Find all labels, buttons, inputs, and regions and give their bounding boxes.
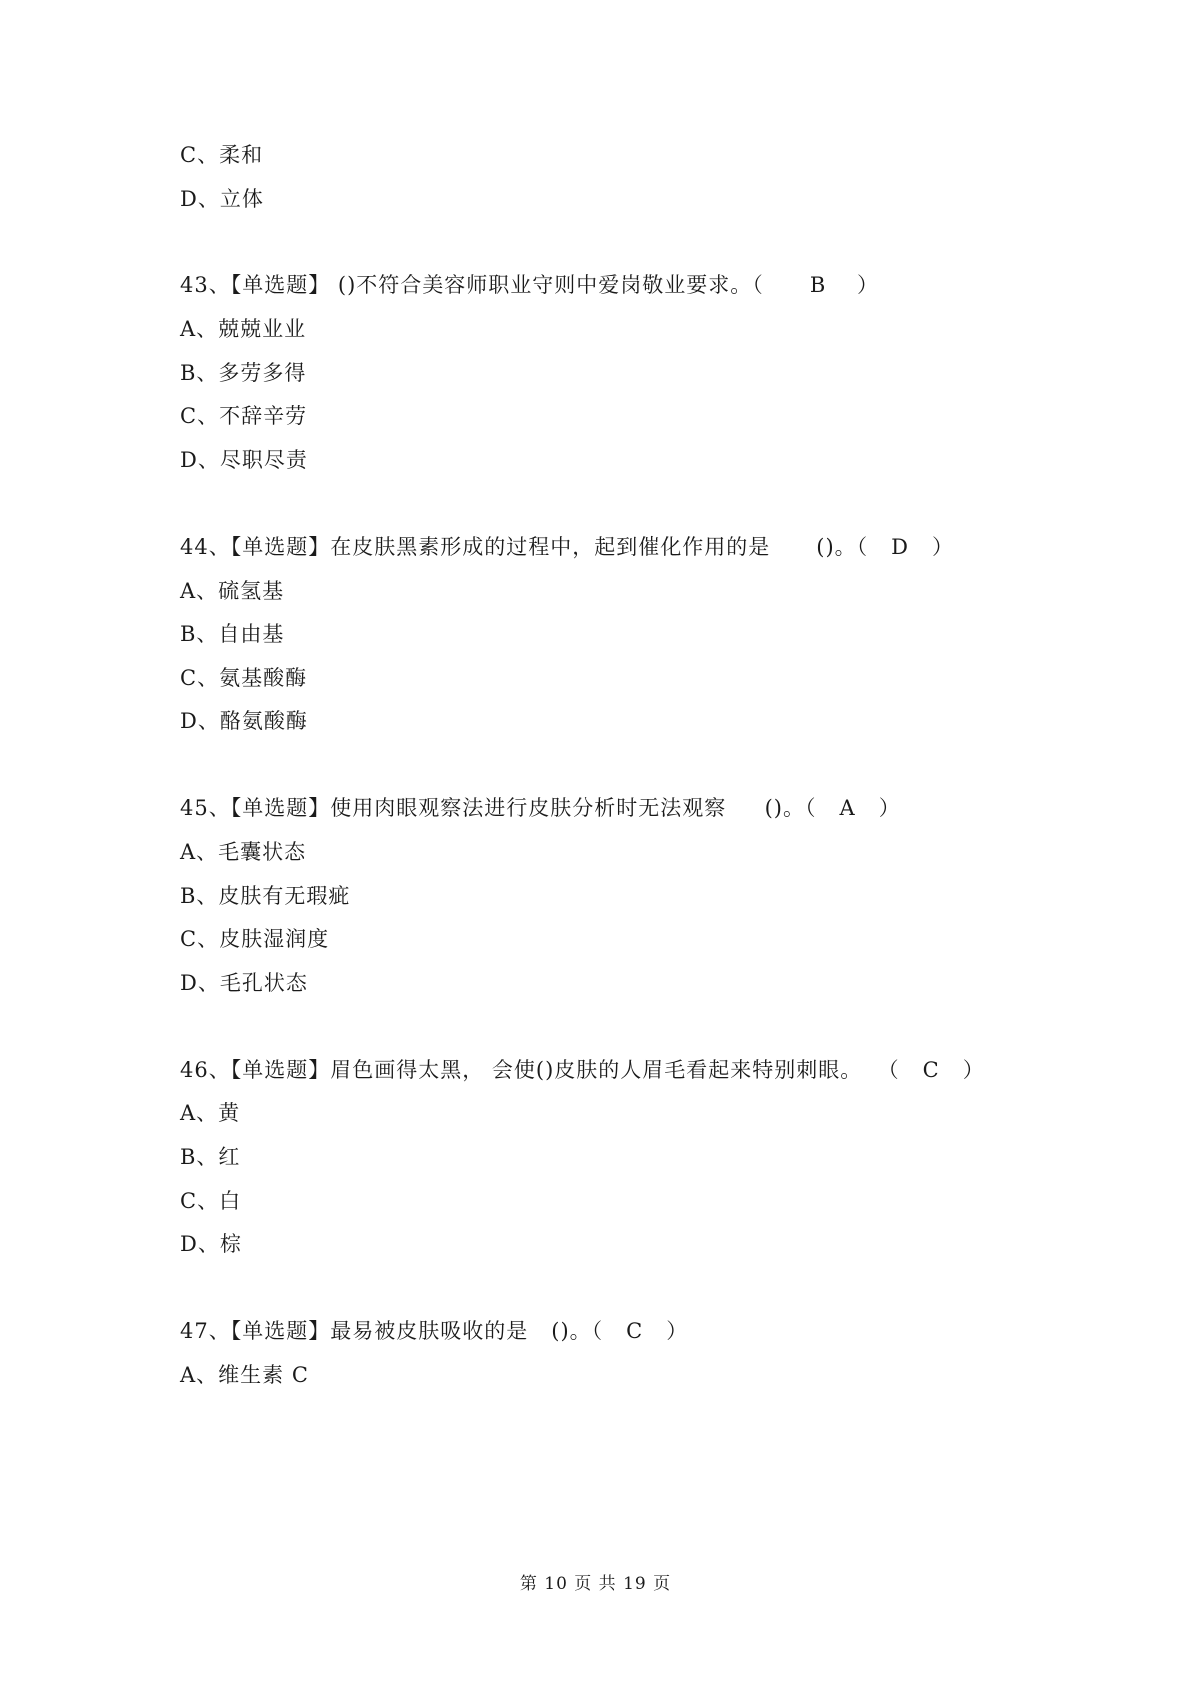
option-b: B、自由基 <box>180 622 285 646</box>
option-c: C、氨基酸酶 <box>180 666 308 690</box>
option-d: D、酪氨酸酶 <box>180 709 308 733</box>
option-d: D、毛孔状态 <box>180 971 308 995</box>
option-a: A、黄 <box>180 1101 241 1125</box>
option-c: C、白 <box>180 1189 242 1213</box>
option-c: C、皮肤湿润度 <box>180 927 330 951</box>
option-b: B、多劳多得 <box>180 361 307 385</box>
option-c: C、柔和 <box>180 143 264 167</box>
page-footer: 第 10 页 共 19 页 <box>519 1574 672 1594</box>
option-d: D、尽职尽责 <box>180 448 308 472</box>
question-44: 44、【单选题】在皮肤黑素形成的过程中，起到催化作用的是 ()。（ D ） <box>180 535 955 559</box>
question-47: 47、【单选题】最易被皮肤吸收的是 ()。（ C ） <box>180 1319 689 1343</box>
option-c: C、不辞辛劳 <box>180 404 308 428</box>
question-43: 43、【单选题】 ()不符合美容师职业守则中爱岗敬业要求。（ B ） <box>180 273 879 297</box>
option-d: D、立体 <box>180 187 264 211</box>
option-a: A、毛囊状态 <box>180 840 307 864</box>
option-a: A、兢兢业业 <box>180 317 307 341</box>
option-b: B、红 <box>180 1145 241 1169</box>
option-d: D、棕 <box>180 1232 242 1256</box>
question-45: 45、【单选题】使用肉眼观察法进行皮肤分析时无法观察 ()。（ A ） <box>180 796 901 820</box>
option-b: B、皮肤有无瑕疵 <box>180 884 351 908</box>
option-a: A、硫氢基 <box>180 579 285 603</box>
option-a: A、维生素 C <box>180 1363 309 1387</box>
question-46: 46、【单选题】眉色画得太黑， 会使()皮肤的人眉毛看起来特别刺眼。 （ C ） <box>180 1058 985 1082</box>
